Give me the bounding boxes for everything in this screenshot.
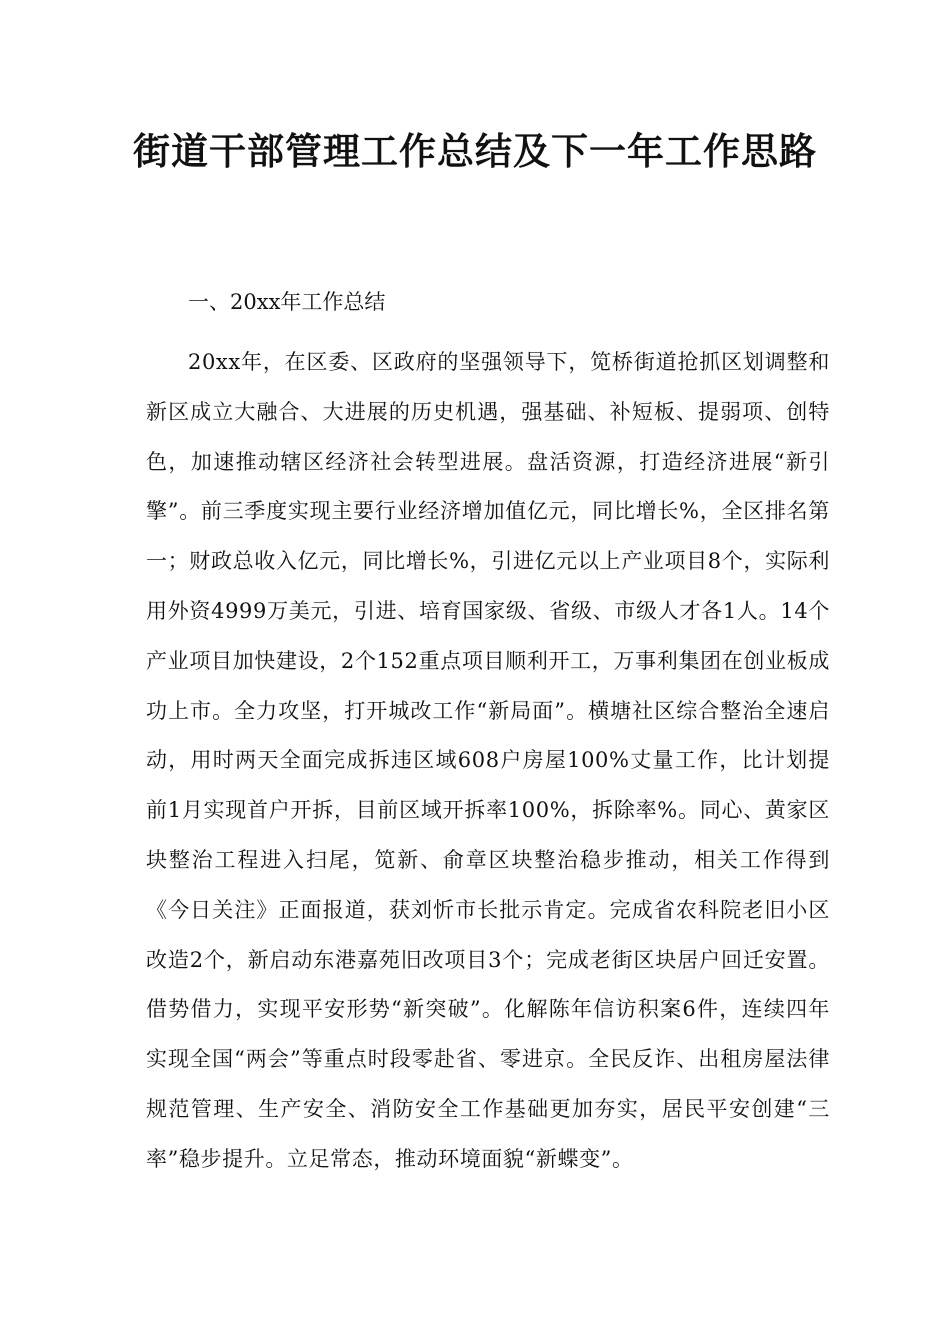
body-paragraph: 20xx年，在区委、区政府的坚强领导下，笕桥街道抢抓区划调整和新区成立大融合、大进展的历史机遇，强基础、补短板、提弱项、创特色，加速推动辖区经济社会转型进展。盘活资源，打造经济进展“新引擎”。前三季度实现主要行业经济增加值亿元，同比增长%，全区排名第一；财政总收入亿元，同比增长%，引进亿元以上产业项目8个，实际利用外资4999万美元，引进、培育国家级、省级、市级人才各1人。14个产业项目加快建设，2个152重点项目顺利开工，万事利集团在创业板成功上市。全力攻坚，打开城改工作“新局面”。横塘社区综合整治全速启动，用时两天全面完成拆违区域608户房屋100%丈量工作，比计划提前1月实现首户开拆，目前区域开拆率100%，拆除率%。同心、黄家区块整治工程进入扫尾，笕新、俞章区块整治稳步推动，相关工作得到《今日关注》正面报道，获刘忻市长批示肯定。完成省农科院老旧小区改造2个，新启动东港嘉苑旧改项目3个；完成老街区块居户回迁安置。借势借力，实现平安形势“新突破”。化解陈年信访积案6件，连续四年实现全国“两会”等重点时段零赴省、零进京。全民反诈、出租房屋法律规范管理、生产安全、消防安全工作基础更加夯实，居民平安创建“三率”稳步提升。立足常态，推动环境面貌“新蝶变”。 [146,350,830,1171]
section-heading: 一、20xx年工作总结 [188,290,386,314]
document-title: 街道干部管理工作总结及下一年工作思路 [133,130,817,173]
